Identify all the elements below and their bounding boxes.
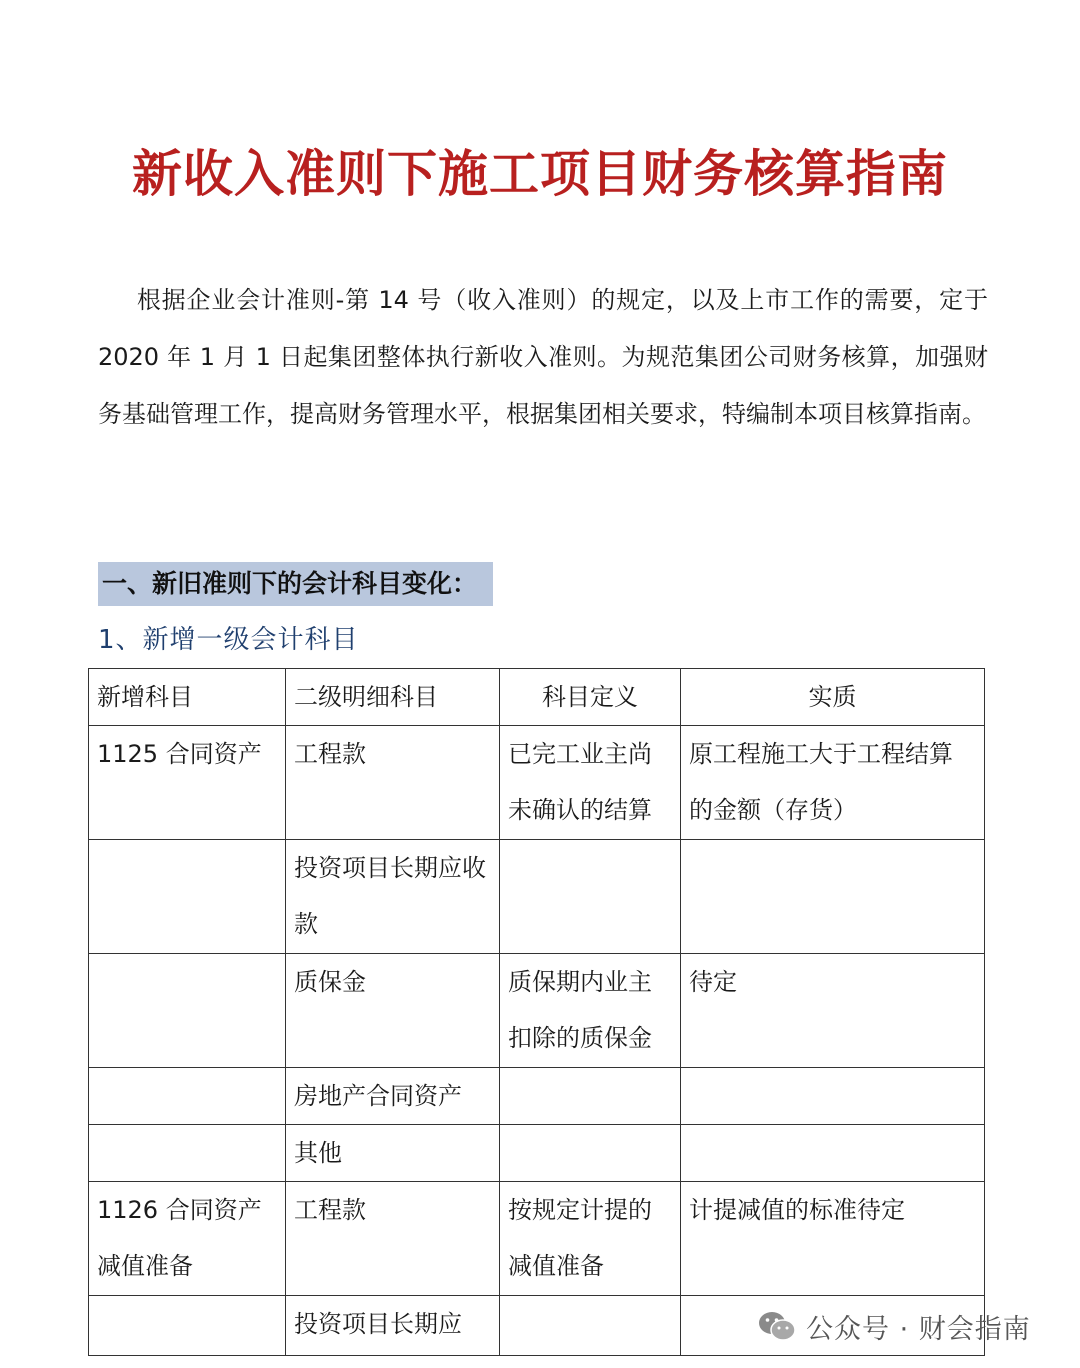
intro-paragraph — [98, 272, 988, 443]
cell-subject: 1125 合同资产 — [89, 726, 286, 840]
cell-subject — [89, 954, 286, 1068]
cell-definition: 按规定计提的减值准备 — [500, 1182, 681, 1296]
cell-subject — [89, 1125, 286, 1182]
table-row — [89, 1125, 985, 1182]
table-row — [89, 840, 985, 954]
cell-definition: 已完工业主尚未确认的结算 — [500, 726, 681, 840]
watermark-text: 公众号 · 财会指南 — [806, 1313, 1031, 1345]
table-row — [89, 1182, 985, 1296]
wechat-icon — [758, 1310, 796, 1342]
cell-subject: 1126 合同资产减值准备 — [89, 1182, 286, 1296]
cell-definition — [500, 1296, 681, 1356]
table-row — [89, 1068, 985, 1125]
table-row — [89, 726, 985, 840]
cell-essence — [681, 1125, 985, 1182]
header-new-subject: 新增科目 — [89, 669, 286, 726]
cell-subject — [89, 1068, 286, 1125]
table-row — [89, 954, 985, 1068]
cell-detail: 其他 — [286, 1125, 500, 1182]
cell-detail: 工程款 — [286, 726, 500, 840]
cell-essence — [681, 840, 985, 954]
cell-detail: 房地产合同资产 — [286, 1068, 500, 1125]
document-title: 新收入准则下施工项目财务核算指南 — [132, 145, 948, 203]
cell-essence — [681, 1068, 985, 1125]
cell-definition — [500, 1068, 681, 1125]
cell-essence: 待定 — [681, 954, 985, 1068]
intro-text: 根据企业会计准则-第 14 号（收入准则）的规定，以及上市工作的需要，定于 2020 年 1 月 1 日起集团整体执行新收入准则。为规范集团公司财务核算，加强财务基础管理工作，提高财务管理水平，根据集团相关要求，特编制本项目核算指南。 — [98, 286, 988, 428]
cell-essence: 计提减值的标准待定 — [681, 1182, 985, 1296]
cell-detail: 投资项目长期应收款 — [286, 840, 500, 954]
header-definition: 科目定义 — [500, 669, 681, 726]
cell-subject — [89, 840, 286, 954]
accounts-table — [88, 668, 985, 1356]
cell-detail: 投资项目长期应 — [286, 1296, 500, 1356]
cell-detail: 工程款 — [286, 1182, 500, 1296]
cell-definition: 质保期内业主扣除的质保金 — [500, 954, 681, 1068]
header-detail-subject: 二级明细科目 — [286, 669, 500, 726]
cell-definition — [500, 1125, 681, 1182]
watermark — [758, 1306, 1031, 1346]
header-essence: 实质 — [681, 669, 985, 726]
cell-detail: 质保金 — [286, 954, 500, 1068]
cell-definition — [500, 840, 681, 954]
sub-heading: 1、新增一级会计科目 — [98, 625, 359, 655]
cell-essence: 原工程施工大于工程结算的金额（存货） — [681, 726, 985, 840]
table-header-row — [89, 669, 985, 726]
cell-subject — [89, 1296, 286, 1356]
section-heading: 一、新旧准则下的会计科目变化： — [98, 562, 493, 606]
